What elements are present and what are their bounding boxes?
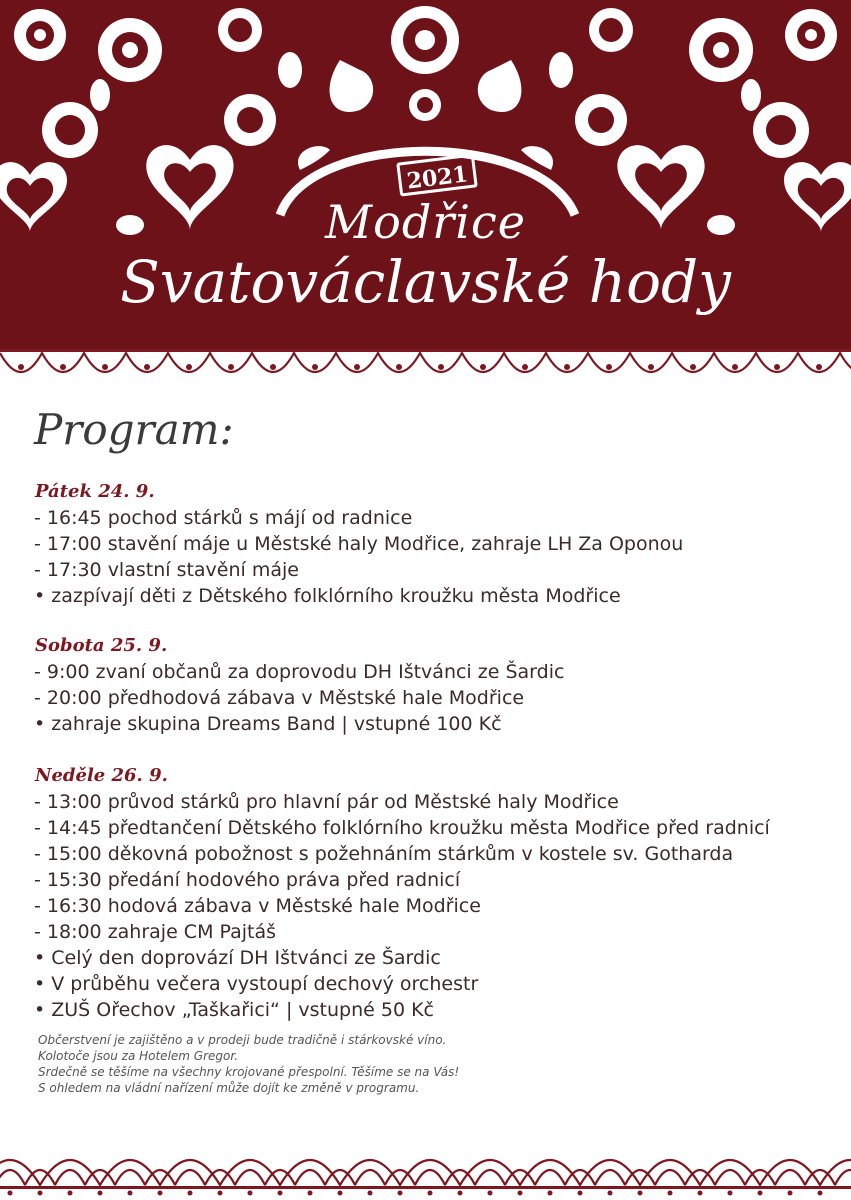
day-heading-saturday: Sobota 25. 9. bbox=[35, 635, 168, 656]
footnote: S ohledem na vládní nařízení může dojít ke změně v programu. bbox=[38, 1081, 420, 1095]
program-item: - 9:00 zvaní občanů za doprovodu DH Ištvánci ze Šardic bbox=[34, 661, 565, 683]
program-item: - 14:45 předtančení Dětského folklórního kroužku města Modřice před radnicí bbox=[34, 817, 770, 839]
lace-border-top bbox=[0, 345, 851, 395]
program-item: • ZUŠ Ořechov „Taškařici“ | vstupné 50 Kč bbox=[34, 999, 434, 1021]
footnote: Kolotoče jsou za Hotelem Gregor. bbox=[38, 1049, 239, 1063]
event-title: Svatováclavské hody bbox=[120, 248, 731, 316]
header-banner bbox=[0, 0, 851, 350]
program-item: - 16:45 pochod stárků s májí od radnice bbox=[34, 507, 413, 529]
year-badge: 2021 bbox=[396, 153, 478, 196]
program-item: - 17:00 stavění máje u Městské haly Modřice, zahraje LH Za Oponou bbox=[34, 533, 684, 555]
program-heading: Program: bbox=[34, 405, 234, 454]
footnote: Srdečně se těšíme na všechny krojované přespolní. Těšíme se na Vás! bbox=[38, 1065, 460, 1079]
footnote: Občerstvení je zajištěno a v prodeji bude tradičně i stárkovské víno. bbox=[38, 1033, 447, 1047]
program-item: • zazpívají děti z Dětského folklórního kroužku města Modřice bbox=[34, 585, 621, 607]
program-item: - 20:00 předhodová zábava v Městské hale Modřice bbox=[34, 687, 525, 709]
program-item: • V průběhu večera vystoupí dechový orchestr bbox=[34, 973, 479, 995]
program-item: - 18:00 zahraje CM Pajtáš bbox=[34, 921, 277, 943]
program-item: - 17:30 vlastní stavění máje bbox=[34, 559, 299, 581]
day-heading-sunday: Neděle 26. 9. bbox=[35, 765, 168, 786]
program-item: - 13:00 průvod stárků pro hlavní pár od Městské haly Modřice bbox=[34, 791, 619, 813]
lace-border-bottom bbox=[0, 1130, 851, 1200]
day-heading-friday: Pátek 24. 9. bbox=[35, 481, 155, 502]
program-item: - 15:30 předání hodového práva před radnicí bbox=[34, 869, 461, 891]
town-title: Modřice bbox=[325, 195, 526, 249]
program-item: • Celý den doprovází DH Ištvánci ze Šardic bbox=[34, 947, 441, 969]
program-item: - 16:30 hodová zábava v Městské hale Modřice bbox=[34, 895, 481, 917]
program-item: - 15:00 děkovná pobožnost s požehnáním stárkům v kostele sv. Gotharda bbox=[34, 843, 734, 865]
program-item: • zahraje skupina Dreams Band | vstupné 100 Kč bbox=[34, 713, 502, 735]
